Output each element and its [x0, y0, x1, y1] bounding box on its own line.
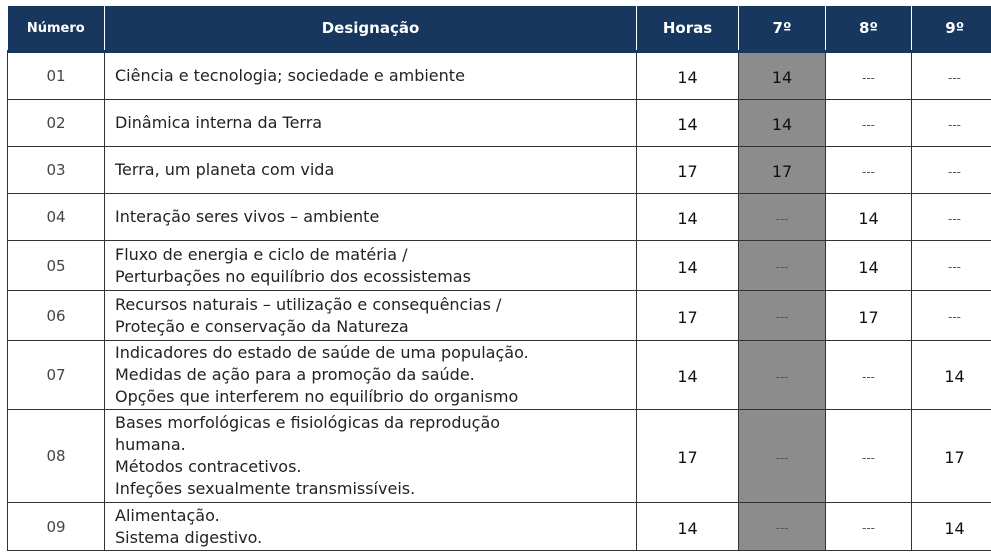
row-designation	[105, 241, 637, 291]
row-grade-8: 17	[826, 291, 912, 341]
designation-line: Medidas de ação para a promoção da saúde.	[115, 365, 475, 384]
table-row	[8, 147, 991, 194]
row-hours: 14	[637, 52, 739, 100]
header-horas: Horas	[637, 6, 739, 52]
row-grade-7: ---	[739, 241, 826, 291]
header-grade-7: 7º	[739, 6, 826, 52]
row-number: 05	[8, 241, 105, 291]
row-grade-7: ---	[739, 194, 826, 241]
designation-line: Alimentação.	[115, 505, 220, 525]
table-row	[8, 241, 991, 291]
row-hours: 14	[637, 503, 739, 551]
designation-line: Proteção e conservação da Natureza	[115, 316, 409, 336]
table-row	[8, 503, 991, 551]
row-hours: 14	[637, 241, 739, 291]
table-row	[8, 291, 991, 341]
row-designation	[105, 194, 637, 241]
row-designation	[105, 100, 637, 147]
row-designation	[105, 410, 637, 503]
row-grade-9: 14	[912, 503, 991, 551]
designation-line: Infeções sexualmente transmissíveis.	[115, 479, 416, 498]
table-row	[8, 52, 991, 100]
row-grade-9: 17	[912, 410, 991, 503]
designation-line: Interação seres vivos – ambiente	[115, 207, 380, 226]
header-designacao: Designação	[105, 6, 637, 52]
row-grade-8: ---	[826, 147, 912, 194]
row-grade-8: ---	[826, 410, 912, 503]
row-grade-8: ---	[826, 100, 912, 147]
row-number: 01	[8, 52, 105, 100]
designation-line: Ciência e tecnologia; sociedade e ambiente	[115, 66, 465, 85]
header-grade-9: 9º	[912, 6, 991, 52]
row-number: 08	[8, 410, 105, 503]
row-grade-7: 14	[739, 52, 826, 100]
row-designation	[105, 341, 637, 410]
table-row	[8, 100, 991, 147]
row-hours: 14	[637, 194, 739, 241]
table-row	[8, 194, 991, 241]
row-grade-7: ---	[739, 341, 826, 410]
designation-line: Sistema digestivo.	[115, 527, 263, 547]
row-number: 03	[8, 147, 105, 194]
designation-line: Recursos naturais – utilização e consequências /	[115, 294, 502, 314]
designation-line: Perturbações no equilíbrio dos ecossistemas	[115, 266, 471, 286]
row-grade-9: ---	[912, 100, 991, 147]
table-header-row	[8, 6, 991, 52]
row-grade-9: ---	[912, 52, 991, 100]
row-number: 06	[8, 291, 105, 341]
designation-line: Métodos contracetivos.	[115, 457, 302, 476]
designation-line: Indicadores do estado de saúde de uma população.	[115, 343, 529, 362]
row-number: 02	[8, 100, 105, 147]
row-grade-8: 14	[826, 194, 912, 241]
header-numero: Número	[8, 6, 105, 52]
table-row	[8, 341, 991, 410]
row-grade-9: ---	[912, 291, 991, 341]
row-designation	[105, 52, 637, 100]
row-hours: 14	[637, 100, 739, 147]
designation-line: Dinâmica interna da Terra	[115, 113, 323, 132]
row-grade-7: ---	[739, 503, 826, 551]
row-number: 04	[8, 194, 105, 241]
designation-line: Bases morfológicas e fisiológicas da reprodução	[115, 413, 501, 432]
table-row	[8, 410, 991, 503]
row-hours: 17	[637, 291, 739, 341]
row-grade-9: ---	[912, 241, 991, 291]
row-grade-8: ---	[826, 503, 912, 551]
row-designation	[105, 291, 637, 341]
row-grade-9: ---	[912, 147, 991, 194]
row-hours: 14	[637, 341, 739, 410]
row-hours: 17	[637, 147, 739, 194]
row-grade-7: ---	[739, 410, 826, 503]
designation-line: humana.	[115, 435, 186, 454]
row-grade-9: 14	[912, 341, 991, 410]
row-grade-8: ---	[826, 52, 912, 100]
designation-line: Terra, um planeta com vida	[115, 160, 335, 179]
curriculum-table	[7, 6, 991, 551]
row-grade-8: ---	[826, 341, 912, 410]
row-number: 09	[8, 503, 105, 551]
row-grade-7: 17	[739, 147, 826, 194]
row-designation	[105, 147, 637, 194]
row-grade-7: ---	[739, 291, 826, 341]
row-hours: 17	[637, 410, 739, 503]
row-grade-9: ---	[912, 194, 991, 241]
row-number: 07	[8, 341, 105, 410]
designation-line: Fluxo de energia e ciclo de matéria /	[115, 244, 408, 264]
row-grade-7: 14	[739, 100, 826, 147]
header-grade-8: 8º	[826, 6, 912, 52]
designation-line: Opções que interferem no equilíbrio do organismo	[115, 387, 519, 406]
row-designation	[105, 503, 637, 551]
row-grade-8: 14	[826, 241, 912, 291]
